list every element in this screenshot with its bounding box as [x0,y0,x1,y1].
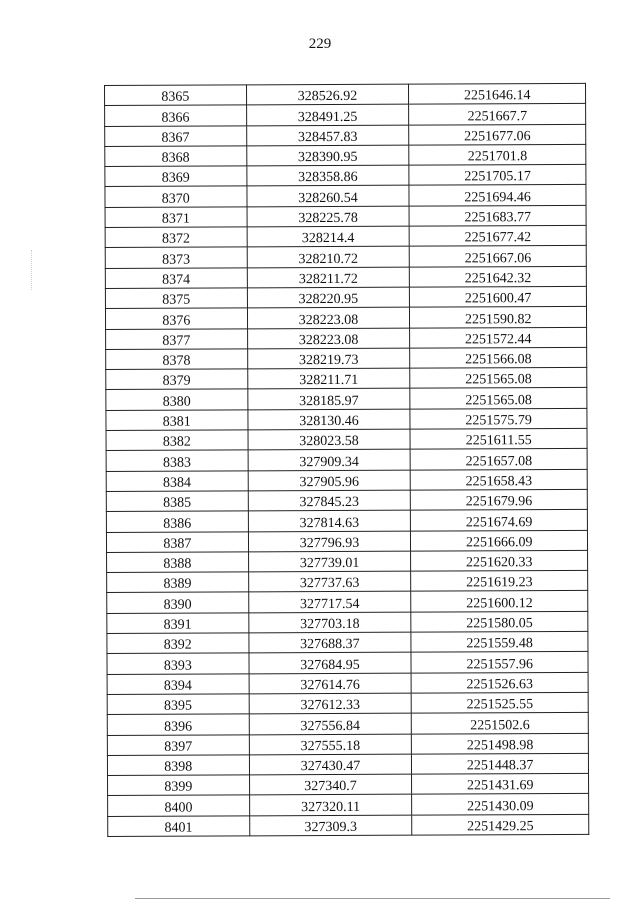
x-coordinate-cell: 327845.23 [248,490,411,511]
x-coordinate-cell: 327796.93 [248,531,411,552]
x-coordinate-cell: 327340.7 [249,774,412,795]
point-number-cell: 8372 [105,227,247,248]
table-row [106,408,587,430]
table-row [105,83,586,105]
point-number-cell: 8401 [108,816,250,837]
y-coordinate-cell: 2251498.98 [412,733,589,754]
y-coordinate-cell: 2251565.08 [410,388,587,409]
point-number-cell: 8381 [106,410,248,431]
point-number-cell: 8380 [106,389,248,410]
table-row [105,104,586,126]
table-row [105,205,586,227]
x-coordinate-cell: 327556.84 [249,713,412,734]
y-coordinate-cell: 2251674.69 [411,510,588,531]
point-number-cell: 8365 [105,85,247,106]
page-number: 229 [308,36,332,52]
table-row [106,469,587,491]
y-coordinate-cell: 2251430.09 [412,794,589,815]
y-coordinate-cell: 2251559.48 [411,631,588,652]
y-coordinate-cell: 2251657.08 [410,449,587,470]
table-row [107,692,588,714]
table-row [106,347,587,369]
table-row [105,144,586,166]
x-coordinate-cell: 328185.97 [247,389,410,410]
x-coordinate-cell: 327909.34 [248,450,411,471]
x-coordinate-cell: 328211.71 [247,368,410,389]
x-coordinate-cell: 328214.4 [247,226,410,247]
x-coordinate-cell: 327717.54 [248,592,411,613]
point-number-cell: 8387 [106,531,248,552]
point-number-cell: 8397 [107,734,249,755]
x-coordinate-cell: 327320.11 [249,795,412,816]
y-coordinate-cell: 2251619.23 [411,571,588,592]
table-row [105,124,586,146]
x-coordinate-cell: 328358.86 [246,165,409,186]
x-coordinate-cell: 327739.01 [248,551,411,572]
table-row [107,753,588,775]
table-row [107,652,588,674]
point-number-cell: 8382 [106,430,248,451]
x-coordinate-cell: 328390.95 [246,145,409,166]
table-row [105,165,586,187]
point-number-cell: 8379 [106,369,248,390]
point-number-cell: 8390 [107,592,249,613]
point-number-cell: 8376 [105,308,247,329]
y-coordinate-cell: 2251590.82 [410,307,587,328]
table-row [107,733,588,755]
table-row [106,327,587,349]
x-coordinate-cell: 328225.78 [247,206,410,227]
x-coordinate-cell: 328491.25 [246,104,409,125]
y-coordinate-cell: 2251677.42 [409,225,586,246]
table-row [106,388,587,410]
y-coordinate-cell: 2251448.37 [412,753,589,774]
table-row [108,773,589,795]
y-coordinate-cell: 2251580.05 [411,611,588,632]
table-row [107,611,588,633]
table-row [106,428,587,450]
point-number-cell: 8389 [107,572,249,593]
point-number-cell: 8378 [106,349,248,370]
table-row [107,571,588,593]
y-coordinate-cell: 2251572.44 [410,327,587,348]
point-number-cell: 8383 [106,450,248,471]
point-number-cell: 8388 [107,552,249,573]
table-row [108,814,589,836]
y-coordinate-cell: 2251677.06 [409,124,586,145]
table-row [107,631,588,653]
x-coordinate-cell: 328130.46 [248,409,411,430]
y-coordinate-cell: 2251566.08 [410,347,587,368]
point-number-cell: 8391 [107,613,249,634]
x-coordinate-cell: 327430.47 [249,754,412,775]
point-number-cell: 8396 [107,714,249,735]
scan-margin-specks [31,250,34,290]
table-row [105,185,586,207]
y-coordinate-cell: 2251679.96 [411,489,588,510]
table-row [105,286,586,308]
point-number-cell: 8373 [105,247,247,268]
table-row [108,794,589,816]
table-row [107,713,588,735]
table-row [105,246,586,268]
y-coordinate-cell: 2251525.55 [411,692,588,713]
point-number-cell: 8400 [108,795,250,816]
table-row [106,510,587,532]
x-coordinate-cell: 327555.18 [249,734,412,755]
coordinates-table [104,83,589,837]
table-row [107,591,588,613]
table-row [107,672,588,694]
table-row [106,530,587,552]
y-coordinate-cell: 2251646.14 [409,83,586,104]
y-coordinate-cell: 2251666.09 [411,530,588,551]
x-coordinate-cell: 327814.63 [248,510,411,531]
table-row [106,449,587,471]
table-row [105,225,586,247]
x-coordinate-cell: 328211.72 [247,267,410,288]
table-row [106,368,587,390]
y-coordinate-cell: 2251701.8 [409,144,586,165]
y-coordinate-cell: 2251694.46 [409,185,586,206]
y-coordinate-cell: 2251431.69 [412,773,589,794]
point-number-cell: 8392 [107,633,249,654]
x-coordinate-cell: 327309.3 [249,815,412,836]
x-coordinate-cell: 328220.95 [247,287,410,308]
y-coordinate-cell: 2251600.12 [411,591,588,612]
x-coordinate-cell: 327737.63 [248,571,411,592]
point-number-cell: 8374 [105,268,247,289]
table-row [105,307,586,329]
point-number-cell: 8399 [108,775,250,796]
x-coordinate-cell: 328457.83 [246,125,409,146]
point-number-cell: 8385 [106,491,248,512]
point-number-cell: 8377 [106,328,248,349]
point-number-cell: 8394 [107,673,249,694]
table-body [105,83,589,836]
y-coordinate-cell: 2251600.47 [410,286,587,307]
y-coordinate-cell: 2251557.96 [411,652,588,673]
y-coordinate-cell: 2251705.17 [409,165,586,186]
y-coordinate-cell: 2251683.77 [409,205,586,226]
y-coordinate-cell: 2251429.25 [412,814,589,835]
x-coordinate-cell: 328219.73 [247,348,410,369]
y-coordinate-cell: 2251575.79 [410,408,587,429]
point-number-cell: 8375 [105,288,247,309]
point-number-cell: 8367 [105,125,247,146]
point-number-cell: 8384 [106,471,248,492]
y-coordinate-cell: 2251642.32 [410,266,587,287]
point-number-cell: 8369 [105,166,247,187]
bottom-rule [135,898,610,899]
table-row [106,489,587,511]
x-coordinate-cell: 327703.18 [248,612,411,633]
x-coordinate-cell: 328526.92 [246,84,409,105]
table-row [105,266,586,288]
x-coordinate-cell: 327614.76 [249,673,412,694]
point-number-cell: 8398 [107,755,249,776]
x-coordinate-cell: 328223.08 [247,328,410,349]
y-coordinate-cell: 2251658.43 [411,469,588,490]
point-number-cell: 8368 [105,146,247,167]
y-coordinate-cell: 2251667.7 [409,104,586,125]
x-coordinate-cell: 328260.54 [247,186,410,207]
point-number-cell: 8371 [105,207,247,228]
x-coordinate-cell: 327688.37 [249,632,412,653]
y-coordinate-cell: 2251526.63 [411,672,588,693]
point-number-cell: 8366 [105,105,247,126]
point-number-cell: 8370 [105,186,247,207]
x-coordinate-cell: 327905.96 [248,470,411,491]
table-row [107,550,588,572]
y-coordinate-cell: 2251565.08 [410,368,587,389]
x-coordinate-cell: 327612.33 [249,693,412,714]
y-coordinate-cell: 2251667.06 [410,246,587,267]
y-coordinate-cell: 2251502.6 [412,713,589,734]
point-number-cell: 8395 [107,694,249,715]
x-coordinate-cell: 328023.58 [248,429,411,450]
point-number-cell: 8393 [107,653,249,674]
x-coordinate-cell: 327684.95 [249,652,412,673]
x-coordinate-cell: 328223.08 [247,307,410,328]
x-coordinate-cell: 328210.72 [247,247,410,268]
point-number-cell: 8386 [106,511,248,532]
y-coordinate-cell: 2251611.55 [410,428,587,449]
y-coordinate-cell: 2251620.33 [411,550,588,571]
